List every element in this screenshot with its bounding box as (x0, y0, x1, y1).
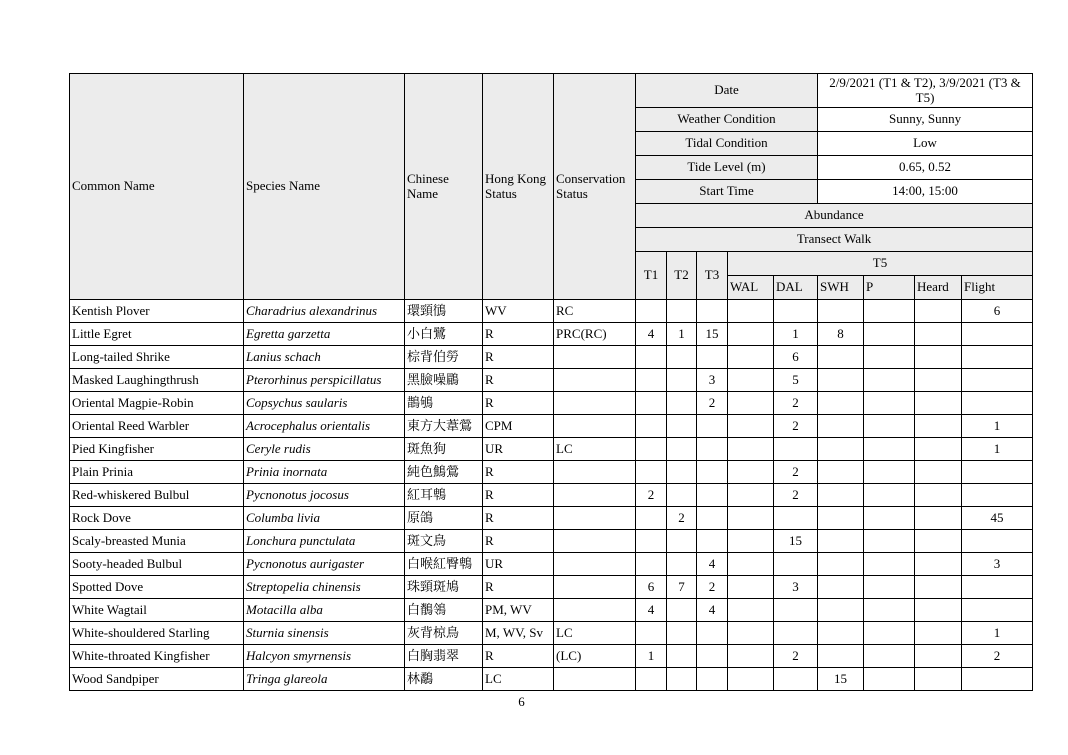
flight-count-cell (962, 461, 1033, 484)
p-count-cell (864, 438, 915, 461)
t3-count-cell (697, 645, 728, 668)
common-name-cell: Long-tailed Shrike (70, 346, 244, 369)
t2-count-cell (667, 645, 697, 668)
hk-status-cell: R (483, 392, 554, 415)
header-dal: DAL (774, 276, 818, 300)
t3-count-cell: 2 (697, 576, 728, 599)
dal-count-cell (774, 622, 818, 645)
swh-count-cell (818, 576, 864, 599)
p-count-cell (864, 484, 915, 507)
table-row (70, 599, 1033, 622)
dal-count-cell: 2 (774, 415, 818, 438)
conservation-status-cell: LC (554, 622, 636, 645)
common-name-cell: Pied Kingfisher (70, 438, 244, 461)
species-name-cell: Prinia inornata (244, 461, 405, 484)
conservation-status-cell (554, 668, 636, 691)
t3-count-cell (697, 438, 728, 461)
dal-count-cell: 2 (774, 461, 818, 484)
t3-count-cell: 2 (697, 392, 728, 415)
wal-count-cell (728, 392, 774, 415)
dal-count-cell: 15 (774, 530, 818, 553)
hk-status-cell: R (483, 645, 554, 668)
wal-count-cell (728, 461, 774, 484)
t1-count-cell (636, 530, 667, 553)
hk-status-cell: R (483, 346, 554, 369)
chinese-name-cell: 原鴿 (405, 507, 483, 530)
dal-count-cell: 5 (774, 369, 818, 392)
species-name-cell: Charadrius alexandrinus (244, 300, 405, 323)
conservation-status-cell (554, 461, 636, 484)
flight-count-cell (962, 668, 1033, 691)
dal-count-cell (774, 553, 818, 576)
chinese-name-cell: 白胸翡翠 (405, 645, 483, 668)
common-name-cell: Little Egret (70, 323, 244, 346)
species-name-cell: Pterorhinus perspicillatus (244, 369, 405, 392)
swh-count-cell (818, 346, 864, 369)
t1-count-cell (636, 369, 667, 392)
flight-count-cell: 2 (962, 645, 1033, 668)
t1-count-cell: 4 (636, 599, 667, 622)
heard-count-cell (915, 323, 962, 346)
t1-count-cell: 4 (636, 323, 667, 346)
weather-value: Sunny, Sunny (818, 108, 1033, 132)
chinese-name-cell: 環頸鴴 (405, 300, 483, 323)
species-name-cell: Ceryle rudis (244, 438, 405, 461)
t3-count-cell: 3 (697, 369, 728, 392)
t2-count-cell (667, 392, 697, 415)
dal-count-cell: 6 (774, 346, 818, 369)
species-name-cell: Streptopelia chinensis (244, 576, 405, 599)
flight-count-cell (962, 484, 1033, 507)
t1-count-cell (636, 668, 667, 691)
conservation-status-cell (554, 507, 636, 530)
t3-count-cell (697, 300, 728, 323)
t1-count-cell: 1 (636, 645, 667, 668)
conservation-status-cell (554, 415, 636, 438)
species-name-cell: Lanius schach (244, 346, 405, 369)
common-name-cell: Oriental Reed Warbler (70, 415, 244, 438)
p-count-cell (864, 392, 915, 415)
conservation-status-cell (554, 576, 636, 599)
wal-count-cell (728, 323, 774, 346)
heard-count-cell (915, 645, 962, 668)
t3-count-cell (697, 530, 728, 553)
common-name-cell: White-shouldered Starling (70, 622, 244, 645)
common-name-cell: Red-whiskered Bulbul (70, 484, 244, 507)
dal-count-cell (774, 300, 818, 323)
p-count-cell (864, 507, 915, 530)
tidal-label: Tidal Condition (636, 132, 818, 156)
swh-count-cell (818, 484, 864, 507)
p-count-cell (864, 346, 915, 369)
dal-count-cell: 1 (774, 323, 818, 346)
wal-count-cell (728, 668, 774, 691)
conservation-status-cell (554, 484, 636, 507)
chinese-name-cell: 純色鷦鶯 (405, 461, 483, 484)
table-row (70, 438, 1033, 461)
t2-count-cell (667, 461, 697, 484)
header-conservation-status: Conservation Status (554, 74, 636, 300)
t3-count-cell (697, 668, 728, 691)
table-row (70, 622, 1033, 645)
common-name-cell: Wood Sandpiper (70, 668, 244, 691)
table-row (70, 300, 1033, 323)
species-name-cell: Tringa glareola (244, 668, 405, 691)
t2-count-cell: 1 (667, 323, 697, 346)
heard-count-cell (915, 530, 962, 553)
common-name-cell: Masked Laughingthrush (70, 369, 244, 392)
t1-count-cell (636, 622, 667, 645)
heard-count-cell (915, 300, 962, 323)
table-row (70, 530, 1033, 553)
header-wal: WAL (728, 276, 774, 300)
t1-count-cell (636, 300, 667, 323)
common-name-cell: Spotted Dove (70, 576, 244, 599)
t2-count-cell (667, 668, 697, 691)
t3-count-cell (697, 346, 728, 369)
chinese-name-cell: 灰背椋鳥 (405, 622, 483, 645)
hk-status-cell: R (483, 369, 554, 392)
swh-count-cell: 15 (818, 668, 864, 691)
dal-count-cell: 2 (774, 484, 818, 507)
swh-count-cell (818, 369, 864, 392)
t1-count-cell (636, 438, 667, 461)
species-name-cell: Egretta garzetta (244, 323, 405, 346)
header-heard: Heard (915, 276, 962, 300)
date-value: 2/9/2021 (T1 & T2), 3/9/2021 (T3 & T5) (818, 74, 1033, 108)
swh-count-cell: 8 (818, 323, 864, 346)
dal-count-cell (774, 668, 818, 691)
dal-count-cell (774, 507, 818, 530)
t1-count-cell (636, 507, 667, 530)
conservation-status-cell (554, 530, 636, 553)
wal-count-cell (728, 553, 774, 576)
table-row (70, 484, 1033, 507)
conservation-status-cell (554, 392, 636, 415)
common-name-cell: Scaly-breasted Munia (70, 530, 244, 553)
t1-count-cell (636, 415, 667, 438)
table-row (70, 369, 1033, 392)
p-count-cell (864, 530, 915, 553)
hk-status-cell: LC (483, 668, 554, 691)
flight-count-cell: 6 (962, 300, 1033, 323)
flight-count-cell (962, 599, 1033, 622)
header-t2: T2 (667, 252, 697, 300)
p-count-cell (864, 668, 915, 691)
date-label: Date (636, 74, 818, 108)
wal-count-cell (728, 645, 774, 668)
t2-count-cell (667, 484, 697, 507)
flight-count-cell (962, 576, 1033, 599)
conservation-status-cell: RC (554, 300, 636, 323)
table-row (70, 415, 1033, 438)
wal-count-cell (728, 415, 774, 438)
hk-status-cell: R (483, 530, 554, 553)
heard-count-cell (915, 438, 962, 461)
t1-count-cell: 2 (636, 484, 667, 507)
swh-count-cell (818, 300, 864, 323)
conservation-status-cell (554, 599, 636, 622)
chinese-name-cell: 白喉紅臀鵯 (405, 553, 483, 576)
heard-count-cell (915, 576, 962, 599)
hk-status-cell: R (483, 484, 554, 507)
chinese-name-cell: 斑文鳥 (405, 530, 483, 553)
swh-count-cell (818, 622, 864, 645)
p-count-cell (864, 461, 915, 484)
p-count-cell (864, 645, 915, 668)
hk-status-cell: UR (483, 438, 554, 461)
common-name-cell: Kentish Plover (70, 300, 244, 323)
chinese-name-cell: 珠頸斑鳩 (405, 576, 483, 599)
dal-count-cell: 2 (774, 392, 818, 415)
swh-count-cell (818, 438, 864, 461)
table-row (70, 507, 1033, 530)
table-row (70, 668, 1033, 691)
p-count-cell (864, 553, 915, 576)
chinese-name-cell: 紅耳鵯 (405, 484, 483, 507)
t1-count-cell (636, 461, 667, 484)
chinese-name-cell: 鵲鴝 (405, 392, 483, 415)
species-name-cell: Motacilla alba (244, 599, 405, 622)
hk-status-cell: WV (483, 300, 554, 323)
wal-count-cell (728, 438, 774, 461)
hk-status-cell: M, WV, Sv (483, 622, 554, 645)
heard-count-cell (915, 599, 962, 622)
swh-count-cell (818, 599, 864, 622)
swh-count-cell (818, 392, 864, 415)
table-row (70, 645, 1033, 668)
tide-level-value: 0.65, 0.52 (818, 156, 1033, 180)
t2-count-cell: 2 (667, 507, 697, 530)
flight-count-cell (962, 323, 1033, 346)
dal-count-cell: 3 (774, 576, 818, 599)
conservation-status-cell (554, 346, 636, 369)
heard-count-cell (915, 392, 962, 415)
species-name-cell: Pycnonotus jocosus (244, 484, 405, 507)
t2-count-cell (667, 622, 697, 645)
flight-count-cell (962, 346, 1033, 369)
transect-walk-label: Transect Walk (636, 228, 1033, 252)
species-name-cell: Copsychus saularis (244, 392, 405, 415)
conservation-status-cell: PRC(RC) (554, 323, 636, 346)
hk-status-cell: R (483, 323, 554, 346)
wal-count-cell (728, 300, 774, 323)
table-row (70, 576, 1033, 599)
dal-count-cell (774, 438, 818, 461)
header-t1: T1 (636, 252, 667, 300)
swh-count-cell (818, 553, 864, 576)
t3-count-cell: 15 (697, 323, 728, 346)
t2-count-cell: 7 (667, 576, 697, 599)
start-time-label: Start Time (636, 180, 818, 204)
swh-count-cell (818, 507, 864, 530)
hk-status-cell: CPM (483, 415, 554, 438)
heard-count-cell (915, 369, 962, 392)
wal-count-cell (728, 599, 774, 622)
heard-count-cell (915, 415, 962, 438)
conservation-status-cell (554, 553, 636, 576)
species-name-cell: Columba livia (244, 507, 405, 530)
bird-survey-table (69, 73, 1033, 691)
header-flight: Flight (962, 276, 1033, 300)
header-t5: T5 (728, 252, 1033, 276)
t2-count-cell (667, 438, 697, 461)
heard-count-cell (915, 507, 962, 530)
t2-count-cell (667, 369, 697, 392)
t1-count-cell (636, 346, 667, 369)
wal-count-cell (728, 507, 774, 530)
tidal-value: Low (818, 132, 1033, 156)
wal-count-cell (728, 622, 774, 645)
abundance-label: Abundance (636, 204, 1033, 228)
chinese-name-cell: 白鶺鴒 (405, 599, 483, 622)
flight-count-cell: 3 (962, 553, 1033, 576)
conservation-status-cell (554, 369, 636, 392)
t1-count-cell (636, 392, 667, 415)
t1-count-cell (636, 553, 667, 576)
hk-status-cell: R (483, 576, 554, 599)
heard-count-cell (915, 484, 962, 507)
p-count-cell (864, 323, 915, 346)
hk-status-cell: PM, WV (483, 599, 554, 622)
chinese-name-cell: 東方大葦鶯 (405, 415, 483, 438)
dal-count-cell (774, 599, 818, 622)
hk-status-cell: UR (483, 553, 554, 576)
wal-count-cell (728, 530, 774, 553)
t1-count-cell: 6 (636, 576, 667, 599)
chinese-name-cell: 斑魚狗 (405, 438, 483, 461)
header-species-name: Species Name (244, 74, 405, 300)
t3-count-cell (697, 507, 728, 530)
flight-count-cell: 45 (962, 507, 1033, 530)
t3-count-cell (697, 484, 728, 507)
wal-count-cell (728, 576, 774, 599)
table-body (70, 300, 1033, 691)
common-name-cell: White-throated Kingfisher (70, 645, 244, 668)
heard-count-cell (915, 461, 962, 484)
header-t3: T3 (697, 252, 728, 300)
p-count-cell (864, 576, 915, 599)
t3-count-cell (697, 622, 728, 645)
common-name-cell: Plain Prinia (70, 461, 244, 484)
t3-count-cell (697, 461, 728, 484)
t3-count-cell: 4 (697, 553, 728, 576)
tide-level-label: Tide Level (m) (636, 156, 818, 180)
wal-count-cell (728, 484, 774, 507)
table-row (70, 392, 1033, 415)
common-name-cell: Oriental Magpie-Robin (70, 392, 244, 415)
p-count-cell (864, 622, 915, 645)
t3-count-cell: 4 (697, 599, 728, 622)
flight-count-cell: 1 (962, 438, 1033, 461)
t2-count-cell (667, 530, 697, 553)
p-count-cell (864, 300, 915, 323)
page-number: 6 (518, 694, 525, 709)
header-common-name: Common Name (70, 74, 244, 300)
heard-count-cell (915, 622, 962, 645)
conservation-status-cell: LC (554, 438, 636, 461)
hk-status-cell: R (483, 507, 554, 530)
p-count-cell (864, 369, 915, 392)
t2-count-cell (667, 346, 697, 369)
hk-status-cell: R (483, 461, 554, 484)
t2-count-cell (667, 300, 697, 323)
conservation-status-cell: (LC) (554, 645, 636, 668)
species-name-cell: Halcyon smyrnensis (244, 645, 405, 668)
flight-count-cell (962, 369, 1033, 392)
swh-count-cell (818, 645, 864, 668)
header-p: P (864, 276, 915, 300)
common-name-cell: Sooty-headed Bulbul (70, 553, 244, 576)
wal-count-cell (728, 346, 774, 369)
start-time-value: 14:00, 15:00 (818, 180, 1033, 204)
flight-count-cell (962, 392, 1033, 415)
t2-count-cell (667, 415, 697, 438)
flight-count-cell (962, 530, 1033, 553)
weather-label: Weather Condition (636, 108, 818, 132)
p-count-cell (864, 599, 915, 622)
species-name-cell: Acrocephalus orientalis (244, 415, 405, 438)
species-name-cell: Lonchura punctulata (244, 530, 405, 553)
table-row (70, 553, 1033, 576)
flight-count-cell: 1 (962, 622, 1033, 645)
t2-count-cell (667, 553, 697, 576)
swh-count-cell (818, 530, 864, 553)
swh-count-cell (818, 461, 864, 484)
swh-count-cell (818, 415, 864, 438)
header-swh: SWH (818, 276, 864, 300)
table-row (70, 346, 1033, 369)
heard-count-cell (915, 553, 962, 576)
heard-count-cell (915, 346, 962, 369)
wal-count-cell (728, 369, 774, 392)
species-name-cell: Sturnia sinensis (244, 622, 405, 645)
header-chinese-name: Chinese Name (405, 74, 483, 300)
table-row (70, 323, 1033, 346)
heard-count-cell (915, 668, 962, 691)
chinese-name-cell: 小白鷺 (405, 323, 483, 346)
table-row (70, 461, 1033, 484)
common-name-cell: White Wagtail (70, 599, 244, 622)
common-name-cell: Rock Dove (70, 507, 244, 530)
chinese-name-cell: 棕背伯勞 (405, 346, 483, 369)
header-hk-status: Hong Kong Status (483, 74, 554, 300)
t3-count-cell (697, 415, 728, 438)
flight-count-cell: 1 (962, 415, 1033, 438)
p-count-cell (864, 415, 915, 438)
t2-count-cell (667, 599, 697, 622)
chinese-name-cell: 林鷸 (405, 668, 483, 691)
dal-count-cell: 2 (774, 645, 818, 668)
species-name-cell: Pycnonotus aurigaster (244, 553, 405, 576)
chinese-name-cell: 黑臉噪鶥 (405, 369, 483, 392)
